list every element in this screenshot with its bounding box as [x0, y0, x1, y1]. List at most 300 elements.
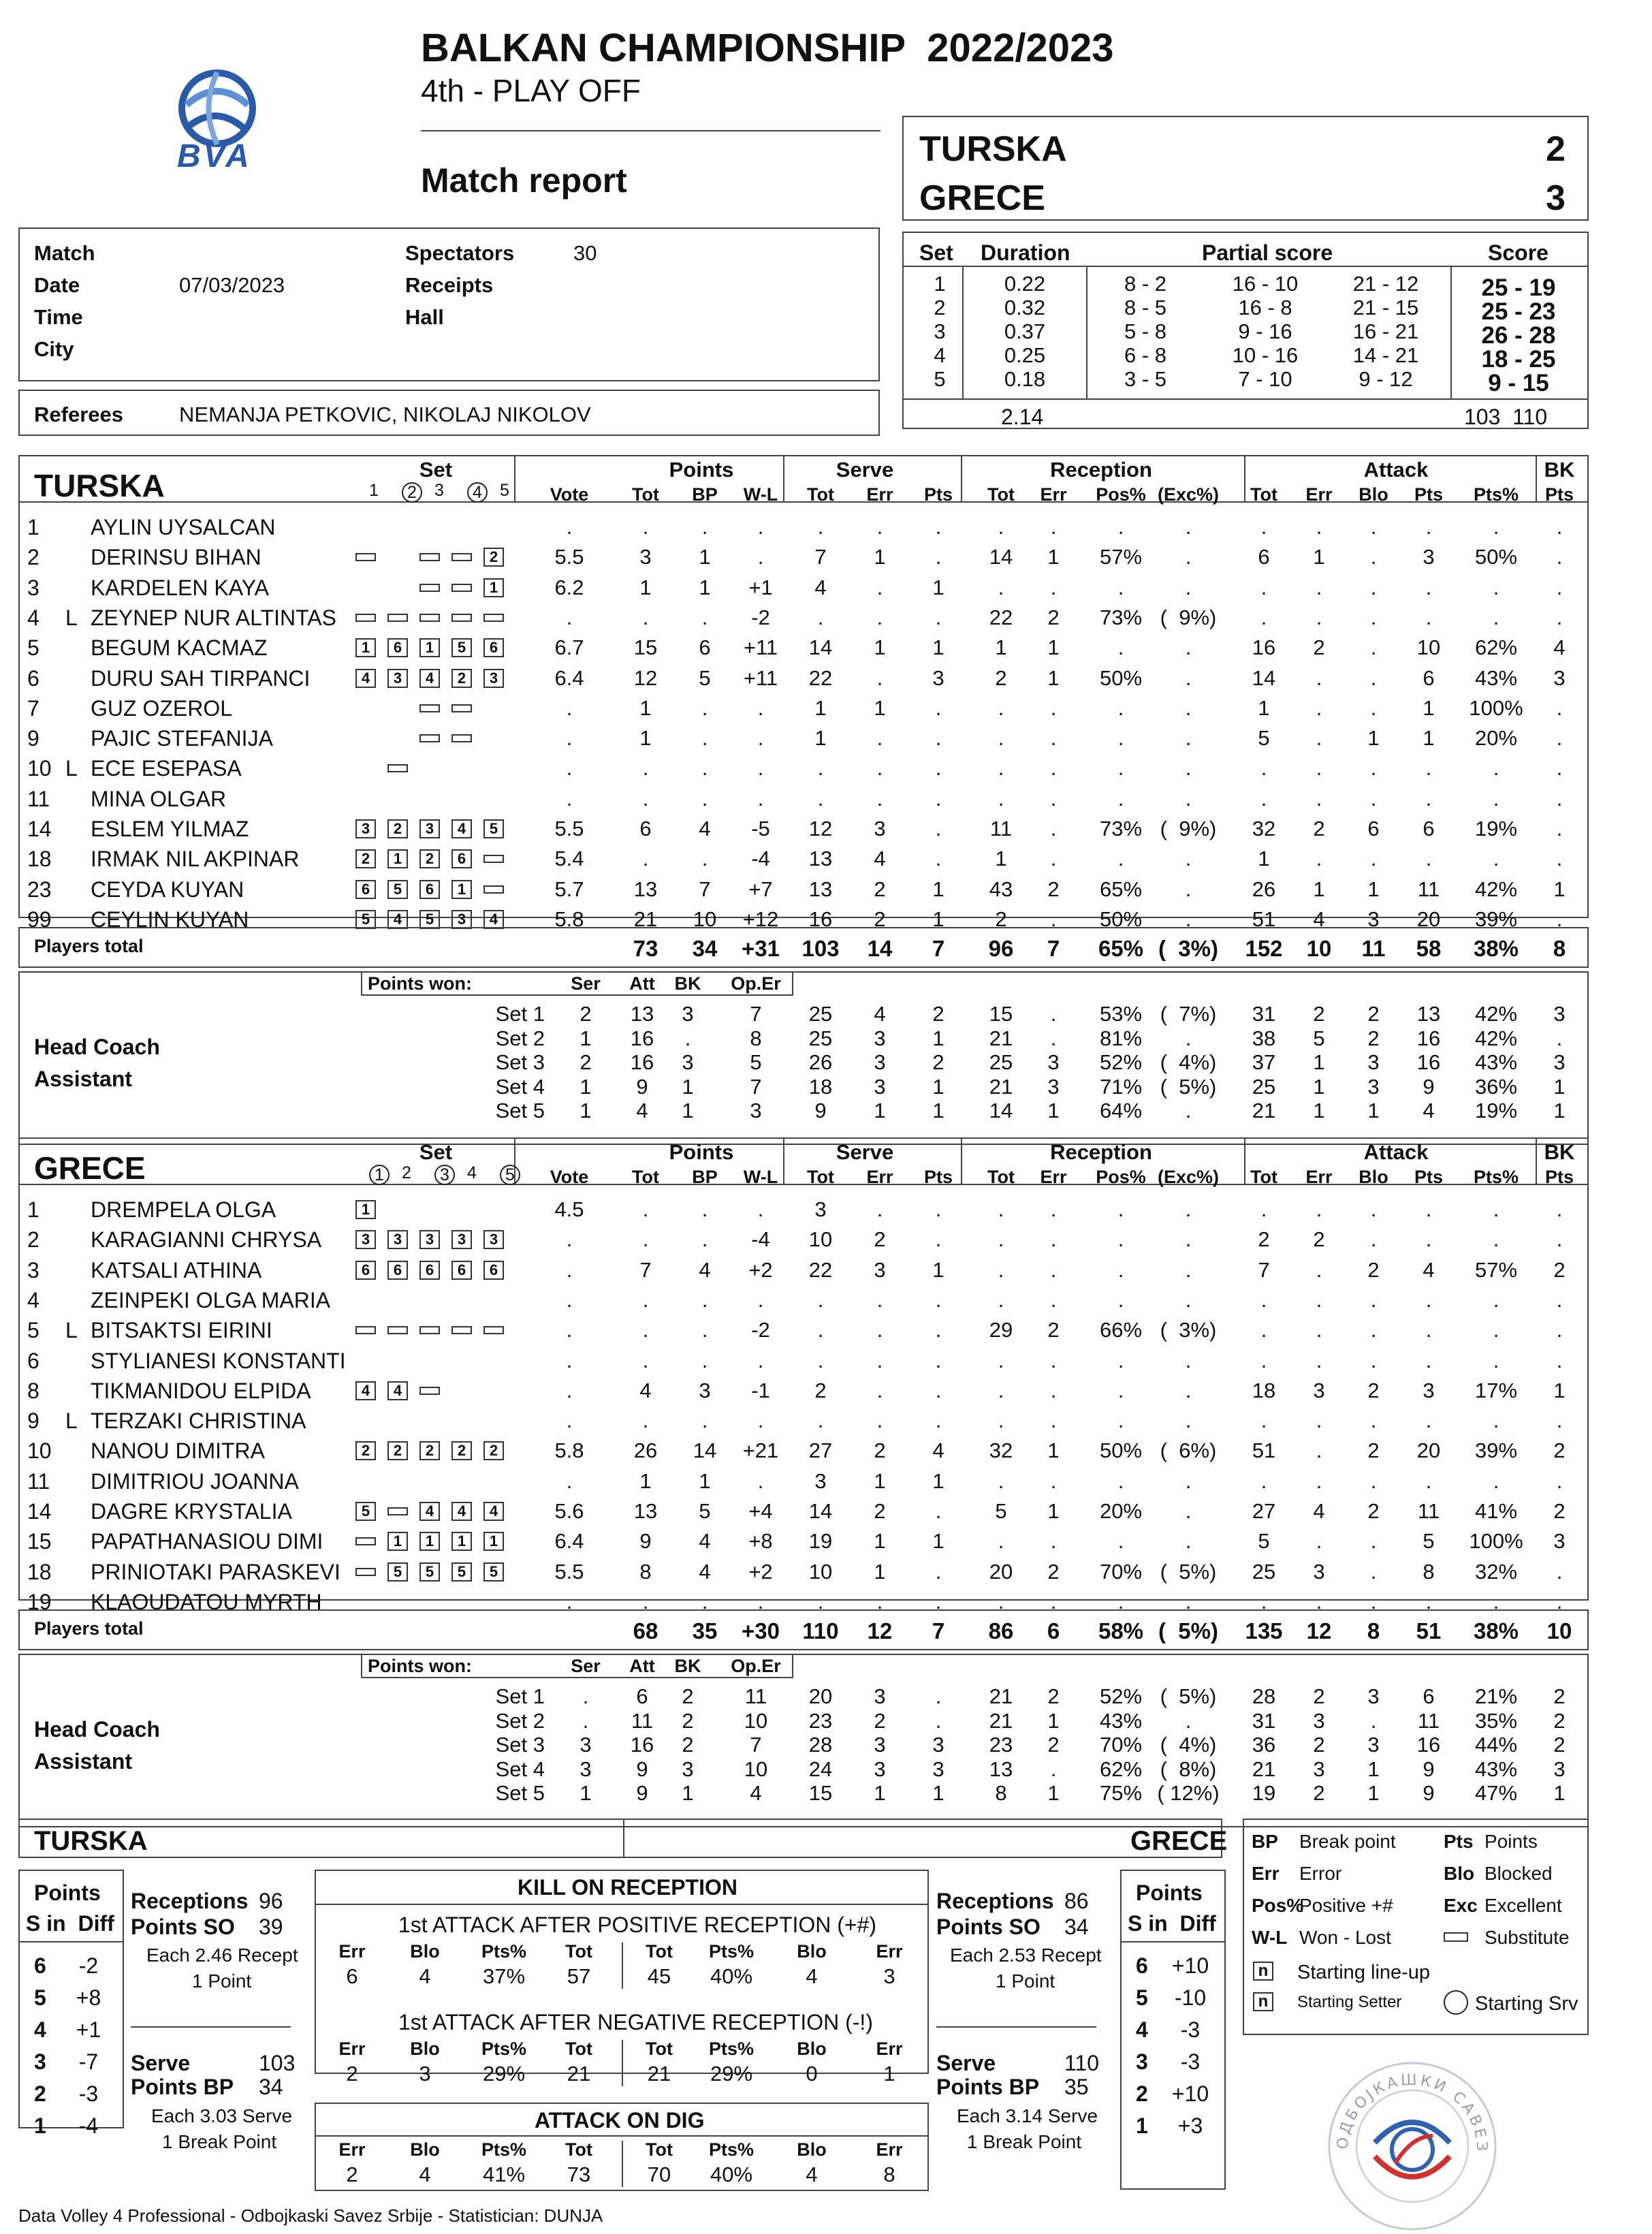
home-pso-label: Points SO: [131, 1915, 235, 1939]
hdr-pos: Pos%: [1096, 484, 1146, 505]
set-row-stat: 70%: [1099, 1733, 1143, 1757]
player-stat: 19%: [1474, 817, 1518, 840]
player-stat: 12: [808, 817, 833, 840]
player-stat: .: [1556, 1409, 1563, 1433]
partial-21: 21 - 15: [1352, 296, 1419, 319]
team-total: 12: [867, 1618, 893, 1643]
player-stat: 3: [699, 1378, 711, 1402]
player-stat: 6: [639, 817, 652, 840]
set-row-stat: 36%: [1474, 1074, 1518, 1099]
federation-seal: [1314, 2043, 1498, 2227]
player-stat: .: [1425, 1468, 1432, 1493]
team-total: 68: [633, 1618, 658, 1643]
player-stat: 9: [639, 1529, 652, 1554]
player-stat: 22: [808, 1257, 833, 1282]
kill-value: 2: [346, 2062, 358, 2086]
set-row-stat: 2: [1367, 1026, 1380, 1050]
home-each-rec: Each 2.46 Recept: [146, 1945, 298, 1966]
hdr-serve: Serve: [836, 1140, 894, 1164]
player-stat: .: [817, 786, 824, 811]
set-row-stat: 15: [808, 1781, 833, 1805]
set-duration: 0.22: [1004, 272, 1046, 296]
kill-header: Err: [876, 1941, 903, 1962]
set-row-pw: 6: [636, 1684, 648, 1708]
player-stat: 50%: [1099, 665, 1143, 690]
player-name: DURU SAH TIRPANCI: [91, 665, 311, 691]
player-number: 6: [27, 1348, 39, 1373]
player-name: DREMPELA OLGA: [91, 1197, 276, 1222]
player-stat: .: [1185, 756, 1192, 781]
player-stat: .: [1185, 1378, 1192, 1402]
player-stat: .: [642, 1287, 649, 1312]
player-stat: .: [935, 1287, 942, 1312]
player-stat: 1: [874, 1529, 886, 1554]
set-number: 5: [934, 367, 946, 391]
player-stat: .: [757, 695, 764, 720]
svg-text:ОДБОЈКАШКИ САВЕЗ СРБИЈЕ: [1320, 2054, 1490, 2154]
player-stat: 15: [633, 635, 658, 660]
player-stat: .: [998, 515, 1004, 539]
set-row-label: Set 4: [495, 1757, 545, 1781]
player-stat: .: [701, 726, 708, 751]
player-stat: 6.4: [554, 1529, 584, 1554]
player-stat: 11: [1417, 877, 1440, 901]
player-stat: .: [701, 1318, 708, 1342]
player-stat: .: [1493, 1287, 1499, 1312]
player-stat: 4: [1423, 1257, 1435, 1282]
player-stat: .: [757, 1589, 764, 1614]
players-total-label: Players total: [34, 936, 144, 956]
starting-position-box: 5: [419, 1562, 440, 1582]
set-row-stat: 23: [808, 1708, 833, 1733]
player-stat: .: [817, 1348, 824, 1372]
player-number: 18: [27, 1559, 52, 1584]
player-stat: 3: [814, 1468, 827, 1493]
spectators-value: 30: [573, 241, 597, 265]
set-row-stat: 3: [932, 1757, 944, 1781]
kill-header: Blo: [410, 2139, 440, 2160]
set-row-stat: 1: [1367, 1099, 1380, 1122]
kill-header: Pts%: [708, 2039, 754, 2059]
player-stat: .: [1425, 515, 1432, 539]
player-stat: .: [642, 756, 649, 781]
player-stat: .: [1556, 817, 1563, 840]
player-number: 3: [27, 575, 39, 600]
player-stat: .: [1185, 1409, 1192, 1433]
player-stat: .: [1050, 515, 1057, 539]
set-row-stat: 37: [1252, 1050, 1276, 1074]
player-stat: 1: [874, 1468, 886, 1493]
player-stat: 4: [932, 1438, 944, 1463]
player-stat: 2: [1553, 1438, 1566, 1463]
player-stat: 1: [932, 907, 944, 931]
kill-value: 40%: [710, 1964, 753, 1988]
player-stat: .: [1425, 1318, 1432, 1342]
player-stat: 7: [639, 1257, 652, 1282]
player-stat: 1: [699, 575, 711, 599]
legend-desc: Points: [1484, 1831, 1538, 1852]
player-stat: +8: [748, 1529, 773, 1554]
points-won-label: Points won:: [368, 973, 472, 994]
rotation-number: 5: [34, 1985, 46, 2010]
kill-value: 6: [346, 1964, 358, 1988]
legend-abbr: Pos%: [1252, 1895, 1304, 1916]
hdr-set: Set: [419, 458, 453, 482]
player-stat: 12: [633, 665, 658, 690]
player-stat: 5: [1423, 1529, 1435, 1554]
neg-title: 1st ATTACK AFTER NEGATIVE RECEPTION (-!): [398, 2010, 873, 2034]
starting-position-box: 2: [483, 548, 504, 567]
starting-serve-circle: 4: [467, 482, 488, 503]
player-number: 8: [27, 1378, 39, 1403]
player-stat: 51: [1252, 907, 1276, 931]
set-row-stat: 3: [1313, 1708, 1325, 1733]
player-stat: 26: [633, 1438, 658, 1463]
set-row-pw: 4: [750, 1781, 762, 1805]
starting-position-box: 4: [387, 910, 408, 929]
away-receptions-label: Receptions: [936, 1889, 1054, 1913]
away-sets-won: 3: [1546, 178, 1566, 218]
set-row-stat: 5: [1313, 1026, 1325, 1050]
starting-position-box: 1: [387, 849, 408, 868]
team-total: +30: [742, 1618, 780, 1643]
player-stat: .: [757, 1348, 764, 1372]
player-stat: 4: [639, 1378, 652, 1402]
set-duration: 0.18: [1004, 367, 1046, 391]
player-stat: .: [1370, 1468, 1377, 1493]
substitute-mark: [387, 1507, 408, 1515]
substitute-mark: [355, 1326, 376, 1334]
set-row-stat: 16: [1416, 1050, 1441, 1074]
player-stat: 5.6: [554, 1499, 584, 1523]
player-stat: +11: [743, 635, 778, 660]
hdr-err: Err: [1040, 1167, 1067, 1187]
player-stat: 4: [1313, 1499, 1325, 1523]
set-row-stat: 3: [1367, 1074, 1380, 1099]
player-stat: .: [1050, 575, 1057, 599]
player-stat: .: [1185, 575, 1192, 599]
set-row-pw: 1: [682, 1099, 694, 1122]
player-stat: .: [757, 756, 764, 781]
player-stat: .: [935, 1197, 942, 1221]
player-stat: .: [1370, 695, 1377, 720]
player-stat: 6: [699, 635, 711, 660]
player-stat: 1: [874, 695, 886, 720]
player-stat: .: [1117, 756, 1124, 781]
player-number: 15: [27, 1529, 52, 1554]
starting-position-box: 6: [419, 1261, 440, 1280]
set-row-stat: ( 8%): [1160, 1757, 1217, 1781]
player-stat: .: [1556, 1589, 1563, 1614]
player-stat: 1: [1258, 847, 1270, 871]
team-total: 110: [802, 1618, 839, 1643]
legend-srv: Starting Srv: [1475, 1993, 1578, 2015]
player-stat: .: [757, 1468, 764, 1493]
logo-text: BVA: [177, 138, 252, 174]
player-stat: .: [701, 1348, 708, 1372]
hdr-pts: Pts: [1414, 1167, 1444, 1187]
starting-position-box: 1: [483, 1532, 504, 1551]
set-number-label: 1: [369, 481, 379, 500]
rotation-number: 4: [1136, 2017, 1148, 2042]
team-total: 10: [1546, 1618, 1572, 1643]
kill-value: 21: [647, 2062, 671, 2086]
player-name: PAPATHANASIOU DIMI: [91, 1529, 323, 1554]
set-row-label: Set 2: [495, 1026, 545, 1050]
player-stat: .: [1556, 786, 1563, 811]
team-total: 135: [1245, 1618, 1283, 1643]
player-stat: .: [935, 1409, 942, 1433]
set-final-score: 25 - 19: [1481, 274, 1556, 301]
starting-position-box: 5: [483, 1562, 504, 1582]
player-stat: .: [1050, 817, 1057, 840]
starting-position-box: 1: [483, 578, 504, 597]
player-stat: .: [1556, 1287, 1563, 1312]
player-stat: .: [1425, 1197, 1432, 1221]
player-stat: 50%: [1099, 1438, 1143, 1463]
kill-value: 73: [567, 2162, 591, 2186]
player-stat: 6: [1258, 545, 1270, 569]
kill-header: Tot: [646, 2139, 673, 2160]
starting-position-box: 5: [451, 1562, 472, 1582]
player-stat: 1: [1313, 877, 1325, 901]
set-col-num: [369, 1165, 390, 1185]
kill-header: Tot: [565, 1941, 592, 1962]
hdr-wl: W-L: [743, 484, 778, 505]
player-stat: .: [1050, 1257, 1057, 1282]
set-row-stat: 1: [1367, 1757, 1380, 1781]
team-total: 73: [633, 936, 658, 961]
set-row-stat: 53%: [1099, 1002, 1143, 1026]
player-stat: 4: [699, 1529, 711, 1554]
player-stat: 1: [874, 635, 886, 660]
player-name: TERZAKI CHRISTINA: [91, 1409, 306, 1434]
set-row-stat: 23: [989, 1733, 1013, 1757]
set-number: 2: [934, 296, 946, 319]
player-stat: .: [1117, 1409, 1124, 1433]
player-stat: 1: [814, 726, 827, 751]
hdr-exc: (Exc%): [1157, 1167, 1220, 1187]
starting-position-box: 3: [483, 1230, 504, 1249]
partial-8: 6 - 8: [1124, 343, 1167, 367]
rotation-diff: +3: [1177, 2113, 1203, 2138]
player-stat: .: [1316, 605, 1322, 629]
hdr-points: Points: [669, 458, 734, 482]
player-stat: 10: [808, 1559, 833, 1584]
player-stat: .: [642, 786, 649, 811]
partial-8: 5 - 8: [1124, 319, 1167, 343]
rotation-diff: -3: [1180, 2049, 1201, 2074]
player-stat: .: [1185, 1257, 1192, 1282]
player-stat: .: [1260, 1287, 1267, 1312]
legend-abbr: BP: [1252, 1831, 1278, 1852]
player-stat: 50%: [1099, 907, 1143, 931]
hdr-wl: W-L: [743, 1167, 778, 1187]
set-row-pw: 1: [579, 1781, 592, 1805]
player-number: 1: [27, 515, 39, 539]
player-stat: 5.5: [554, 1559, 584, 1584]
away-points-title: Points: [1136, 1881, 1203, 1905]
kill-value: 70: [647, 2162, 671, 2186]
player-stat: 73%: [1099, 817, 1143, 840]
player-stat: 16: [808, 907, 833, 931]
team-total: 7: [932, 1618, 945, 1643]
player-stat: .: [1493, 1227, 1499, 1252]
date-value: 07/03/2023: [179, 273, 285, 297]
starting-position-box: 2: [451, 669, 472, 688]
hdr-ptsp: Pts%: [1473, 484, 1519, 505]
player-stat: .: [1316, 1589, 1322, 1614]
player-number: 19: [27, 1589, 52, 1614]
hall-label: Hall: [405, 305, 444, 329]
date-label: Date: [34, 273, 80, 297]
player-stat: 2: [1553, 1257, 1566, 1282]
player-stat: .: [1185, 1287, 1192, 1312]
set-row-label: Set 2: [495, 1708, 545, 1733]
set-row-pw: .: [582, 1684, 589, 1708]
hdr-blo: Blo: [1359, 1167, 1388, 1187]
player-stat: .: [1370, 635, 1377, 660]
player-stat: .: [1050, 847, 1057, 871]
player-stat: .: [935, 1589, 942, 1614]
set-row-stat: 20: [808, 1684, 833, 1708]
player-stat: 29: [989, 1318, 1013, 1342]
team-total: 11: [1361, 936, 1386, 961]
team-total: 96: [988, 936, 1014, 961]
player-stat: 5.4: [554, 847, 584, 871]
substitute-mark: [355, 1568, 376, 1576]
player-stat: .: [642, 1409, 649, 1433]
player-stat: 1: [639, 695, 652, 720]
player-stat: .: [1260, 786, 1267, 811]
away-each-rec: Each 2.53 Recept: [950, 1945, 1102, 1966]
away-each-serve: Each 3.14 Serve: [957, 2105, 1098, 2126]
report-title: BALKAN CHAMPIONSHIP 2022/2023: [421, 26, 1114, 70]
player-stat: .: [566, 1287, 573, 1312]
kill-header: Tot: [565, 2039, 592, 2059]
hdr-attack: Attack: [1363, 1140, 1429, 1164]
set-row-stat: 31: [1252, 1002, 1276, 1026]
starting-position-box: 6: [451, 1261, 472, 1280]
set-col-num: [402, 1165, 411, 1182]
player-stat: 43%: [1474, 665, 1518, 690]
player-stat: .: [1260, 515, 1267, 539]
player-stat: -4: [751, 1227, 770, 1252]
starting-position-box: 4: [419, 1502, 440, 1521]
bva-logo: [153, 53, 269, 174]
player-stat: ( 9%): [1160, 605, 1217, 629]
player-stat: ( 9%): [1160, 817, 1217, 840]
player-stat: .: [876, 1348, 883, 1372]
player-stat: 17%: [1474, 1378, 1518, 1402]
hdr-pts: Pts: [923, 484, 953, 505]
player-stat: 26: [1252, 877, 1276, 901]
set-row-pw: 3: [682, 1002, 694, 1026]
rotation-number: 2: [1136, 2081, 1148, 2106]
player-stat: .: [876, 605, 883, 629]
team-name: TURSKA: [34, 468, 165, 503]
set-row-label: Set 3: [495, 1733, 545, 1757]
player-stat: 65%: [1099, 877, 1143, 901]
set-row-stat: ( 12%): [1157, 1781, 1220, 1805]
player-stat: 1: [874, 545, 886, 569]
player-stat: .: [998, 1287, 1004, 1312]
set-row-stat: 4: [1423, 1099, 1435, 1122]
set-row-stat: 3: [874, 1757, 886, 1781]
player-name: AYLIN UYSALCAN: [91, 515, 276, 539]
set-row-stat: 3: [1047, 1050, 1060, 1074]
city-label: City: [34, 337, 74, 361]
player-stat: 66%: [1099, 1318, 1143, 1342]
pos-title: 1st ATTACK AFTER POSITIVE RECEPTION (+#): [398, 1913, 877, 1937]
set-row-stat: 64%: [1099, 1099, 1143, 1122]
player-stat: .: [1556, 1227, 1563, 1252]
player-stat: .: [1425, 575, 1432, 599]
set-row-stat: 52%: [1099, 1684, 1143, 1708]
hdr-tot: Tot: [987, 1167, 1015, 1187]
home-one-point: 1 Point: [192, 1970, 252, 1992]
set-row-stat: 2: [1313, 1002, 1325, 1026]
player-name: KARAGIANNI CHRYSA: [91, 1227, 322, 1253]
starting-position-box: 1: [451, 880, 472, 899]
player-stat: .: [1185, 545, 1192, 569]
player-stat: .: [876, 1318, 883, 1342]
player-stat: .: [1316, 1438, 1322, 1463]
player-stat: .: [701, 1197, 708, 1221]
starting-position-box: 4: [419, 669, 440, 688]
player-stat: .: [817, 1318, 824, 1342]
head-coach-label: Head Coach: [34, 1717, 160, 1742]
player-stat: .: [1117, 695, 1124, 720]
player-stat: .: [1370, 515, 1377, 539]
starting-position-box: 1: [451, 1532, 472, 1551]
legend-desc: Error: [1299, 1863, 1342, 1884]
player-stat: 5: [1258, 726, 1270, 751]
team-total: 10: [1306, 936, 1332, 961]
player-stat: .: [998, 1197, 1004, 1221]
player-stat: 1: [814, 695, 827, 720]
player-number: 1: [27, 1197, 39, 1222]
set-row-stat: 9: [1423, 1074, 1435, 1099]
set-row-stat: 2: [1313, 1684, 1325, 1708]
player-stat: .: [935, 847, 942, 871]
player-name: IRMAK NIL AKPINAR: [91, 847, 300, 872]
player-stat: +12: [742, 907, 779, 931]
player-stat: .: [1185, 1589, 1192, 1614]
starting-position-box: 5: [387, 1562, 408, 1582]
rotation-number: 3: [1136, 2049, 1148, 2074]
player-stat: .: [817, 756, 824, 781]
player-stat: .: [998, 756, 1004, 781]
player-number: 6: [27, 665, 39, 691]
substitute-mark: [387, 764, 408, 772]
player-stat: 39%: [1474, 1438, 1518, 1463]
player-stat: .: [1185, 1499, 1192, 1523]
partial-21: 14 - 21: [1352, 343, 1419, 367]
player-stat: .: [817, 515, 824, 539]
set-row-stat: 2: [932, 1050, 944, 1074]
partial-16: 9 - 16: [1238, 319, 1292, 343]
player-number: 3: [27, 1257, 39, 1283]
rotation-number: 5: [1136, 1985, 1148, 2010]
player-stat: 57%: [1474, 1257, 1518, 1282]
player-stat: 2: [874, 1227, 886, 1252]
pw-header: Ser: [571, 1656, 601, 1676]
player-stat: .: [998, 1348, 1004, 1372]
head-coach-label: Head Coach: [34, 1035, 160, 1059]
player-stat: -5: [751, 817, 770, 840]
player-stat: 2: [1047, 605, 1060, 629]
